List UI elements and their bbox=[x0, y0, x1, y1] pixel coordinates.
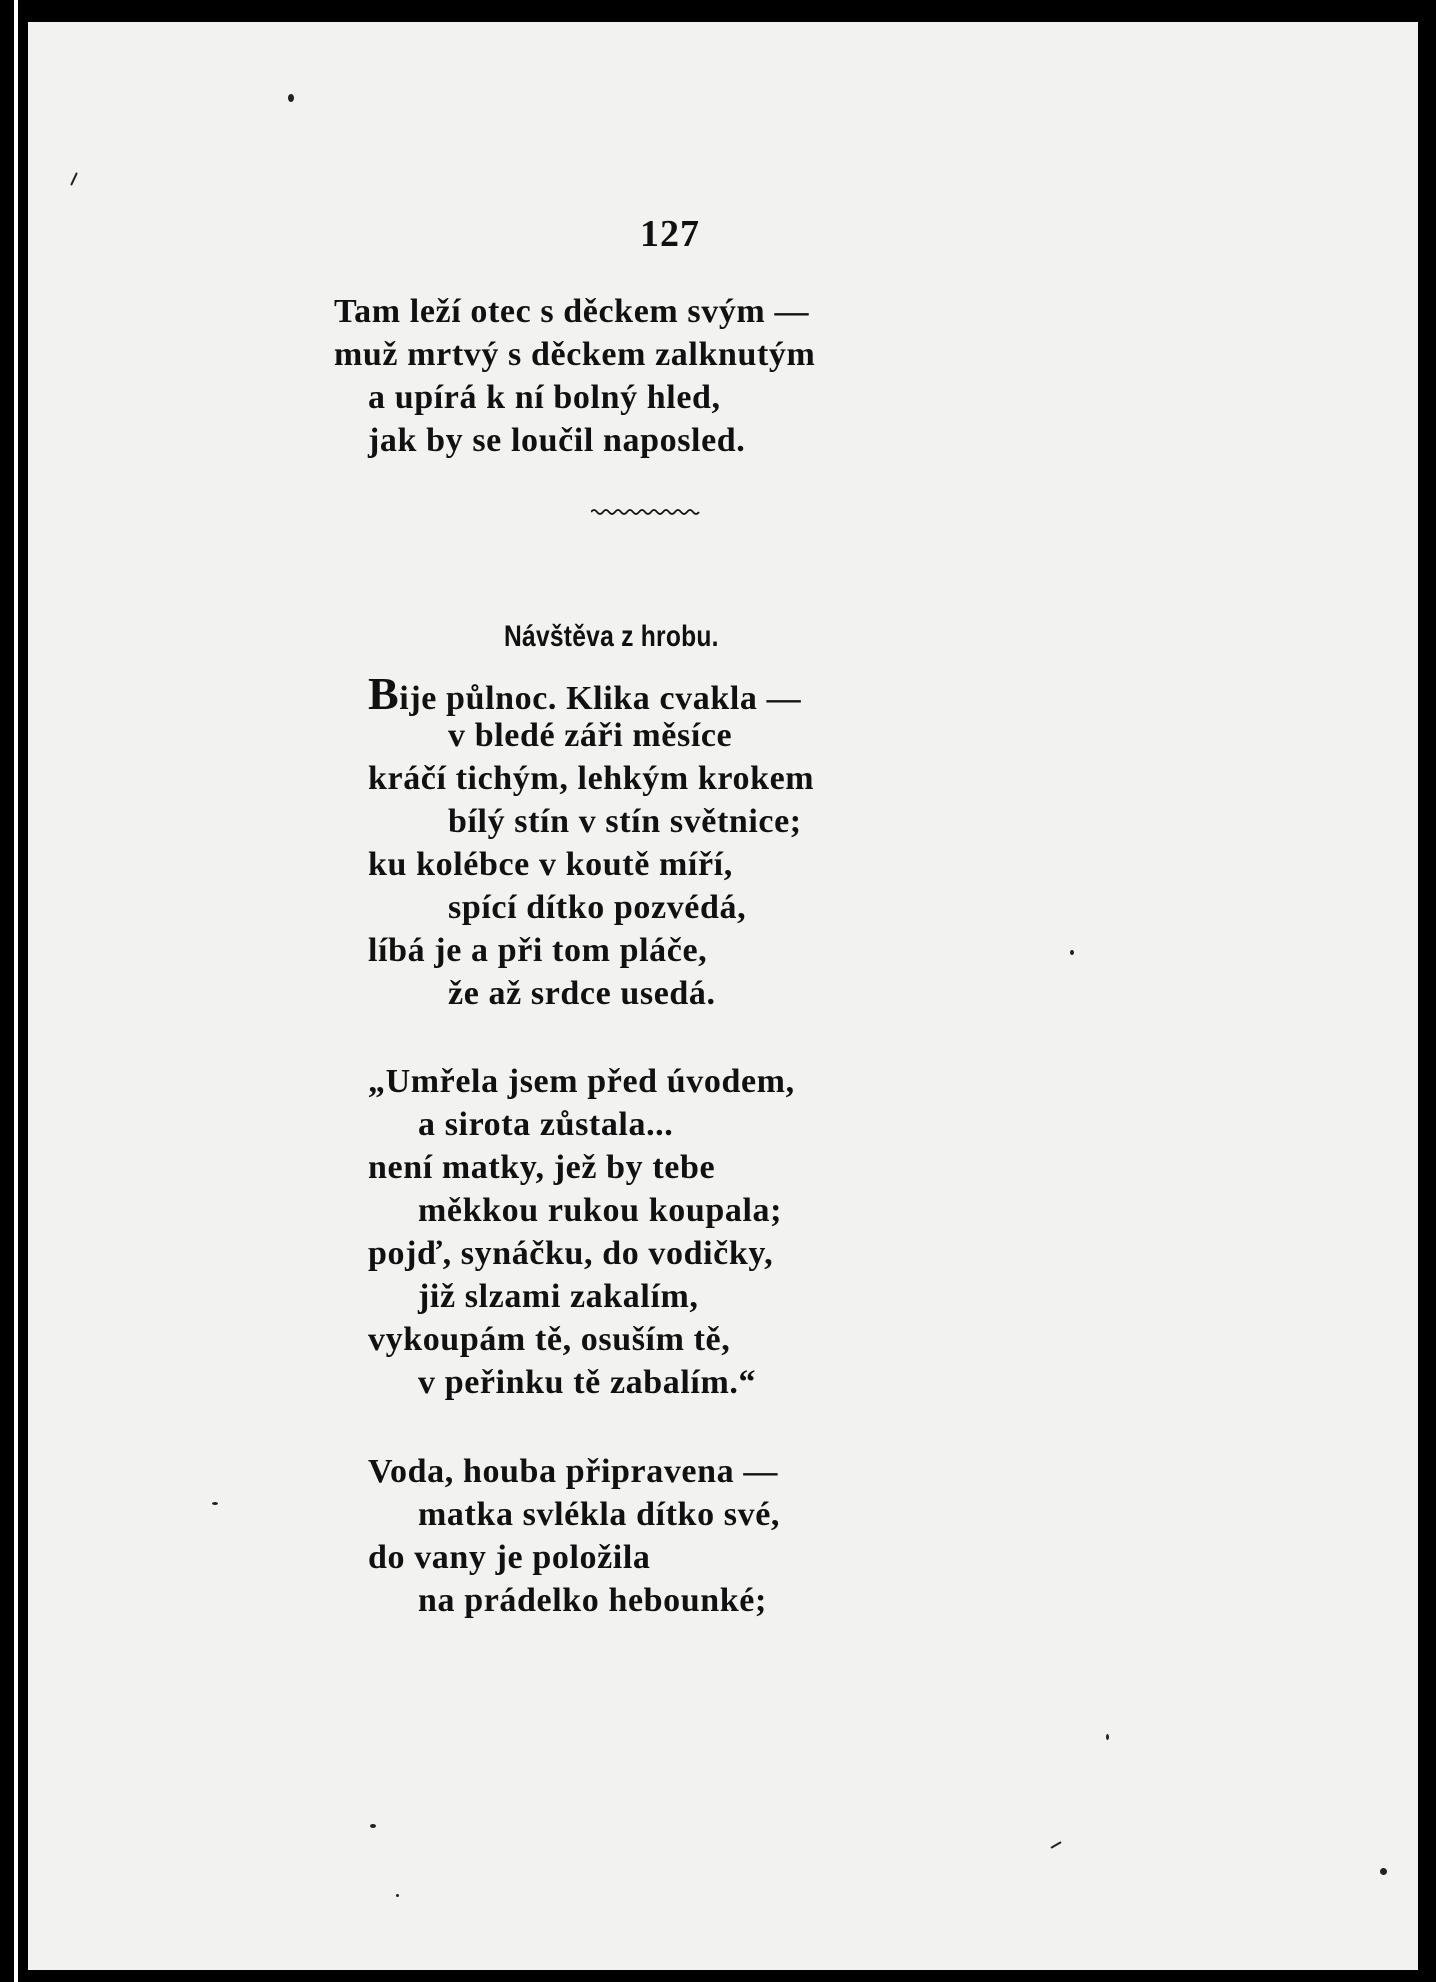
stanza-2-line-1-text: ije půlnoc. Klika cvakla — bbox=[399, 680, 802, 717]
stanza-2-line-7: líbá je a při tom pláče, bbox=[368, 932, 708, 969]
stanza-3-line-7: vykoupám tě, osuším tě, bbox=[368, 1321, 731, 1358]
stanza-2-line-2: v bledé záři měsíce bbox=[448, 717, 733, 754]
scan-speck bbox=[288, 94, 294, 102]
stanza-4-line-2: matka svlékla dítko své, bbox=[418, 1496, 780, 1533]
page-sheet bbox=[28, 22, 1418, 1970]
stanza-3-line-1: „Umřela jsem před úvodem, bbox=[368, 1063, 795, 1100]
stanza-2-line-1 bbox=[368, 668, 802, 719]
stanza-4-line-4: na prádelko hebounké; bbox=[418, 1582, 767, 1619]
stanza-3-line-2: a sirota zůstala... bbox=[418, 1106, 674, 1143]
scan-speck bbox=[1050, 1841, 1061, 1849]
stanza-1-line-4: jak by se loučil naposled. bbox=[368, 422, 746, 459]
stanza-2-line-8: že až srdce usedá. bbox=[448, 975, 716, 1012]
stanza-4-line-1: Voda, houba připravena — bbox=[368, 1453, 778, 1490]
stanza-2-line-4: bílý stín v stín světnice; bbox=[448, 803, 802, 840]
stanza-3-line-3: není matky, jež by tebe bbox=[368, 1149, 716, 1186]
poem-title: Návštěva z hrobu. bbox=[504, 620, 719, 653]
stanza-3-line-6: již slzami zakalím, bbox=[418, 1278, 699, 1315]
stanza-3-line-8: v peřinku tě zabalím.“ bbox=[418, 1364, 757, 1401]
scan-speck bbox=[1106, 1734, 1109, 1740]
stanza-2-line-6: spící dítko pozvédá, bbox=[448, 889, 747, 926]
scan-speck bbox=[70, 172, 78, 186]
scan-speck bbox=[1380, 1868, 1387, 1875]
stanza-2-line-3: kráčí tichým, lehkým krokem bbox=[368, 760, 815, 797]
stanza-2-line-5: ku kolébce v koutě míří, bbox=[368, 846, 733, 883]
page-number: 127 bbox=[640, 213, 700, 255]
page-edge bbox=[14, 0, 18, 1982]
stanza-4-line-3: do vany je položila bbox=[368, 1539, 651, 1576]
scan-speck bbox=[370, 1824, 376, 1828]
section-divider bbox=[591, 507, 701, 517]
scan-speck bbox=[1070, 950, 1074, 955]
stanza-1-line-1: Tam leží otec s děckem svým — bbox=[334, 293, 810, 330]
stanza-3-line-5: pojď, synáčku, do vodičky, bbox=[368, 1235, 774, 1272]
stanza-1-line-2: muž mrtvý s děckem zalknutým bbox=[334, 336, 816, 373]
scan-speck bbox=[396, 1894, 399, 1897]
stanza-1-line-3: a upírá k ní bolný hled, bbox=[368, 379, 721, 416]
scan-speck bbox=[212, 1502, 218, 1505]
stanza-3-line-4: měkkou rukou koupala; bbox=[418, 1192, 783, 1229]
drop-cap: B bbox=[368, 668, 400, 719]
